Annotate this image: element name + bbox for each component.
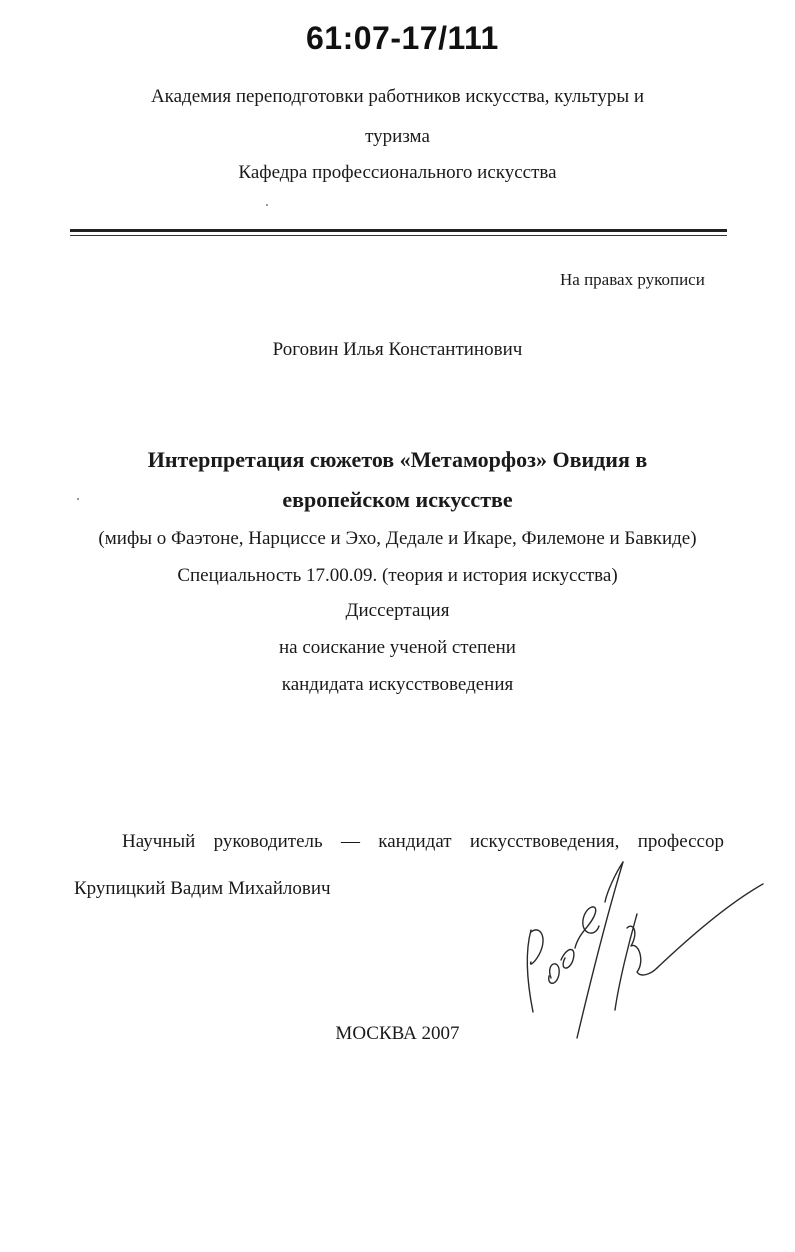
signature-stroke [549, 964, 559, 983]
signature-stroke [561, 950, 574, 969]
degree-line2: кандидата искусствоведения [281, 674, 514, 695]
signature-stroke [527, 930, 533, 1012]
signature-stroke [530, 930, 543, 964]
handwritten-signature [515, 862, 765, 1047]
specialty: Специальность 17.00.09. (теория и история искусства) [177, 565, 618, 586]
archive-stamp-number: 61:07-17/111 [306, 20, 499, 56]
document-type: Диссертация [345, 600, 450, 621]
degree-line1: на соискание ученой степени [279, 637, 516, 658]
signature-stroke [657, 884, 763, 968]
signature-stroke [575, 907, 599, 948]
supervisor-word: кандидат [378, 831, 452, 852]
institution-name-line2: туризма [365, 126, 430, 147]
dissertation-title-line2: европейском искусстве [282, 487, 513, 512]
supervisor-line [122, 831, 724, 853]
scan-speck [266, 204, 268, 206]
manuscript-note: На правах рукописи [560, 270, 705, 289]
dissertation-title-line1: Интерпретация сюжетов «Метаморфоз» Овидия в [147, 447, 648, 472]
supervisor-word: — [340, 831, 360, 852]
supervisor-word: Научный [122, 831, 196, 852]
department-name: Кафедра профессионального искусства [238, 162, 557, 183]
supervisor-name: Крупицкий Вадим Михайлович [74, 878, 331, 899]
institution-name-line1: Академия переподготовки работников искусства, культуры и [150, 86, 645, 107]
supervisor-word: искусствоведения, [469, 831, 620, 852]
signature-stroke [577, 862, 623, 1038]
supervisor-word: профессор [637, 831, 724, 852]
city-year: МОСКВА 2007 [335, 1023, 460, 1044]
dissertation-subtitle: (мифы о Фаэтоне, Нарциссе и Эхо, Дедале и Икаре, Филемоне и Бавкиде) [98, 528, 697, 549]
author-name: Роговин Илья Константинович [272, 339, 523, 360]
supervisor-word: руководитель [213, 831, 323, 852]
signature-stroke [605, 862, 623, 902]
header-divider-thin [70, 235, 727, 236]
header-divider [70, 229, 727, 232]
